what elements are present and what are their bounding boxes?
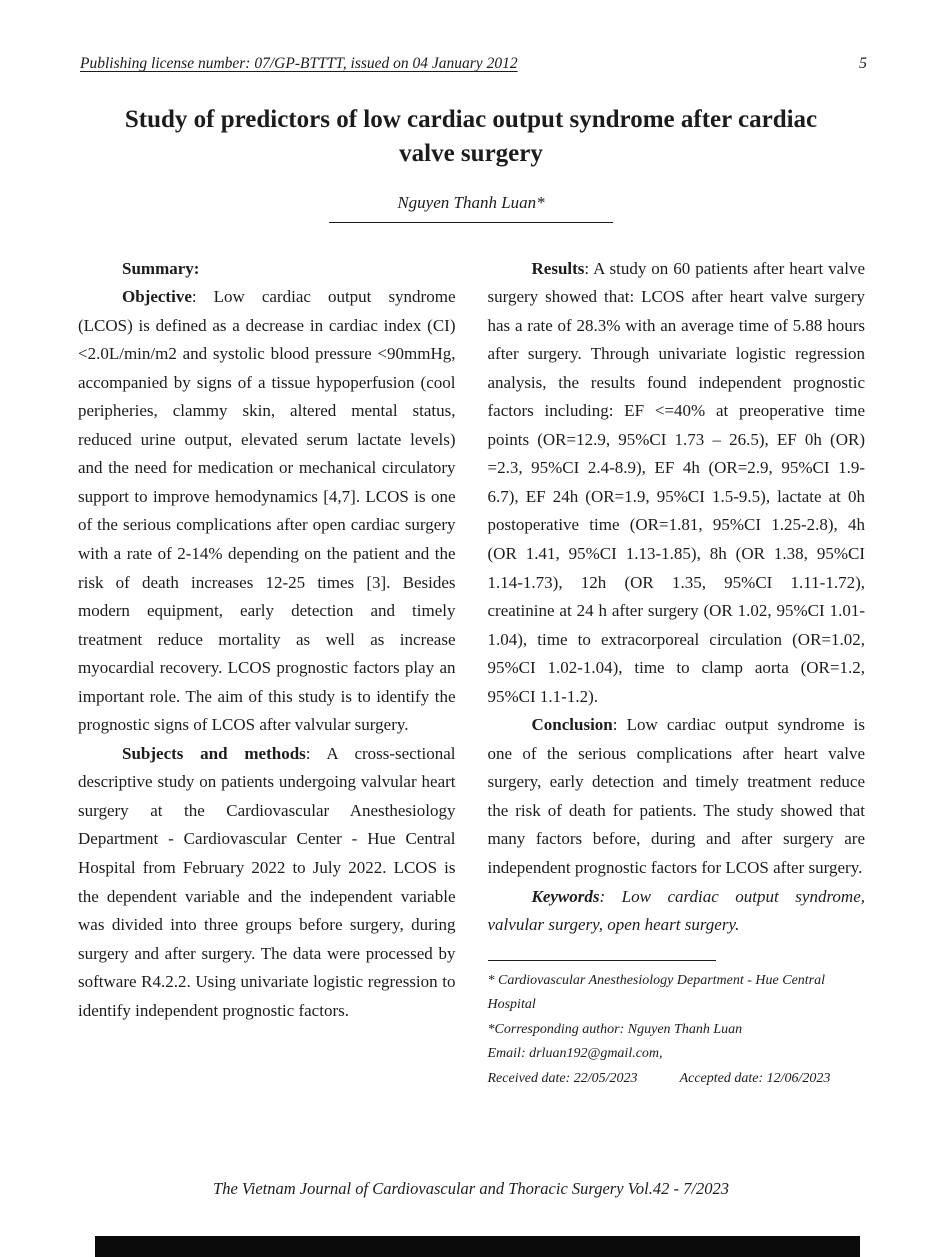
results-text: : A study on 60 patients after heart valve surgery showed that: LCOS after heart valve surgery has a rate of 28.3% with an average time of 5.88 hours after surgery. Through univariate logistic regression analysis, the results found independent prognostic factors including: EF <=40% at preoperative time points (OR=12.9, 95%CI 1.73 – 26.5), EF 0h (OR) =2.3, 95%CI 2.4-8.9), EF 4h (OR=2.9, 95%CI 1.9-6.7), EF 24h (OR=1.9, 95%CI 1.5-9.5), lactate at 0h postoperative time (OR=1.81, 95%CI 1.25-2.8), 4h (OR 1.41, 95%CI 1.13-1.85), 8h (OR 1.38, 95%CI 1.14-1.73), 12h (OR 1.35, 95%CI 1.11-1.72), creatinine at 24 h after surgery (OR 1.02, 95%CI 1.01-1.04), time to extracorporeal circulation (OR=1.02, 95%CI 1.02-1.04), time to clamp aorta (OR=1.2, 95%CI 1.1-1.2).	[487, 258, 865, 706]
footnote-rule	[488, 960, 716, 961]
right-column	[488, 255, 866, 1092]
footnote-dates	[488, 1067, 866, 1092]
keywords-paragraph	[488, 883, 866, 940]
body-columns	[78, 255, 865, 1092]
keywords-text: : Low cardiac output syndrome, valvular surgery, open heart surgery.	[487, 886, 865, 935]
summary-heading	[78, 255, 456, 284]
license-text: Publishing license number: 07/GP-BTTTT, issued on 04 January 2012	[80, 55, 518, 72]
footnote-block	[488, 960, 866, 1092]
left-column	[78, 255, 456, 1092]
summary-heading-label: Summary:	[122, 258, 200, 278]
results-lead: Results	[531, 258, 585, 278]
journal-footer: The Vietnam Journal of Cardiovascular and Thoracic Surgery Vol.42 - 7/2023	[213, 1179, 729, 1198]
objective-paragraph	[78, 283, 456, 740]
objective-text: : Low cardiac output syndrome (LCOS) is defined as a decrease in cardiac index (CI) <2.0L/min/m2 and systolic blood pressure <90mmHg, accompanied by signs of a tissue hypoperfusion (cool peripheries, clammy skin, altered mental status, reduced urine output, elevated serum lactate levels) and the need for medication or mechanical circulatory support to improve hemodynamics [4,7]. LCOS is one of the serious complications after open cardiac surgery with a rate of 2-14% depending on the patient and the risk of death increases 12-25 times [3]. Besides modern equipment, early detection and timely treatment reduce mortality as well as increase myocardial recovery. LCOS prognostic factors play an important role. The aim of this study is to identify the prognostic signs of LCOS after valvular surgery.	[78, 287, 456, 735]
subjects-paragraph	[78, 740, 456, 1025]
author-line	[0, 193, 942, 213]
conclusion-paragraph	[488, 711, 866, 882]
subjects-text: : A cross-sectional descriptive study on patients undergoing valvular heart surgery at the Cardiovascular Anesthesiology Department - Cardiovascular Center - Hue Central Hospital from February 2022 to July 2022. LCOS is the dependent variable and the independent variable was divided into three groups before surgery, during surgery and after surgery. The data were processed by software R4.2.2. Using univariate logistic regression to identify independent prognostic factors.	[78, 743, 456, 1020]
page-header	[80, 55, 867, 73]
page-number: 5	[859, 55, 867, 72]
author-rule	[329, 222, 613, 223]
scan-artifact-bar	[95, 1236, 860, 1257]
author-name: Nguyen Thanh Luan*	[397, 192, 545, 212]
results-paragraph	[488, 255, 866, 712]
conclusion-lead: Conclusion	[531, 715, 613, 735]
accepted-date: Accepted date: 12/06/2023	[679, 1070, 831, 1086]
conclusion-text: : Low cardiac output syndrome is one of the serious complications after heart valve surgery, early detection and timely treatment reduce the risk of death for patients. The study showed that many factors before, during and after surgery are independent prognostic factors for LCOS after surgery.	[487, 715, 865, 877]
received-date: Received date: 22/05/2023	[487, 1070, 638, 1086]
footnote-corresponding: *Corresponding author: Nguyen Thanh Luan	[487, 1021, 743, 1037]
paper-title: Study of predictors of low cardiac output syndrome after cardiac valve surgery	[124, 106, 818, 167]
footnote-email: Email: drluan192@gmail.com,	[487, 1046, 663, 1062]
subjects-lead: Subjects and methods	[122, 743, 306, 763]
objective-lead: Objective	[122, 287, 192, 307]
keywords-lead: Keywords	[531, 886, 600, 906]
footnote-affiliation: * Cardiovascular Anesthesiology Department - Hue Central Hospital	[487, 972, 826, 1013]
